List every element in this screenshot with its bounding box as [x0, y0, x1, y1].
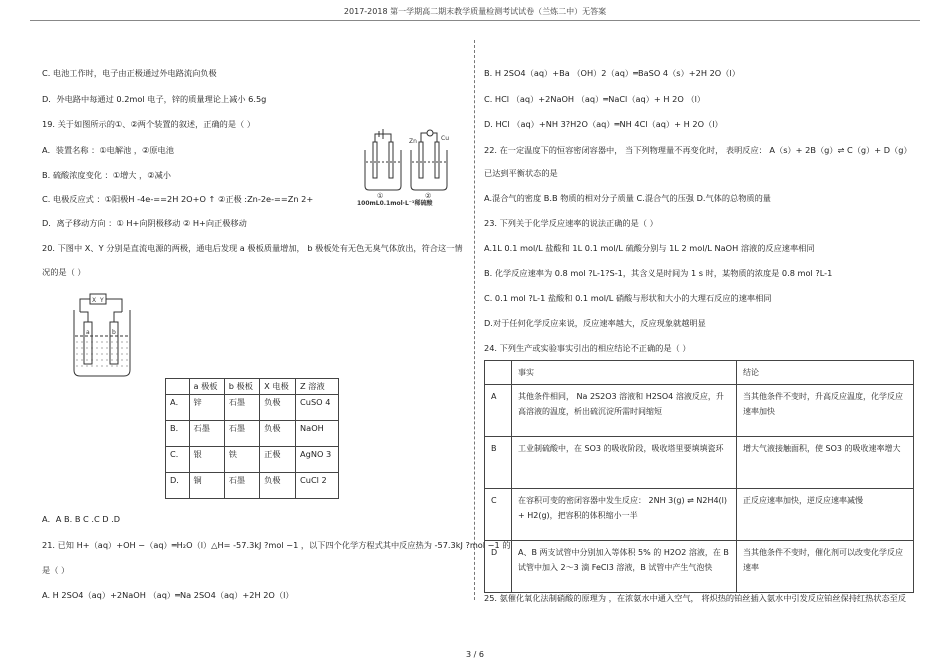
question-23-option-a: A.1L 0.1 mol/L 盐酸和 1L 0.1 mol/L 硫酸分别与 1L 2 mol/L NaOH 溶液的反应速率相同	[484, 243, 815, 253]
question-23-option-c: C. 0.1 mol ?L-1 盐酸和 0.1 mol/L 硝酸与形状和大小的大理石反应的速率相同	[484, 293, 772, 303]
question-25-stem: 25. 氨催化氧化法制硝酸的原理为 ，在浓氨水中通入空气， 将炽热的铂丝插入氨水中引发反应铂丝保持红热状态至反	[484, 593, 907, 603]
column-divider	[474, 40, 475, 600]
cell-2-label: ②	[425, 192, 432, 200]
question-19-option-b: B. 硫酸浓度变化 ：①增大 ，②减小	[42, 170, 171, 180]
question-20-stem: 20. 下图中 X、Y 分别是直流电源的两极，通电后发现 a 极板质量增加， b 极板处有无色无臭气体放出，符合这一情	[42, 243, 463, 253]
question-20-stem-cont: 况的是（ ）	[42, 267, 86, 277]
question-22-options: A.混合气的密度 B.B 物质的相对分子质量 C.混合气的压强 D.气体的总物质的量	[484, 193, 771, 203]
electrolysis-figure	[70, 292, 140, 384]
table-row: D A、B 两支试管中分别加入等体积 5% 的 H2O2 溶液，在 B 试管中加入 2～3 滴 FeCl3 溶液，B 试管中产生气泡快 当其他条件不变时，催化剂可以改变化学反应速率	[485, 541, 914, 593]
table-row: A 其他条件相同， Na 2S2O3 溶液和 H2SO4 溶液反应，升高溶液的温度，析出硫沉淀所需时间缩短 当其他条件不变时，升高反应温度，化学反应速率加快	[485, 385, 914, 437]
table-row: C 在容积可变的密闭容器中发生反应： 2NH 3(g) ⇌ N2H4(l) + H2(g)，把容积的体积缩小一半 正反应速率加快，逆反应速率减慢	[485, 489, 914, 541]
x-terminal-label: X	[92, 297, 97, 304]
electrolysis-cells-figure	[357, 128, 457, 206]
question-22-stem-cont: 已达到平衡状态的是	[484, 168, 558, 178]
question-18-option-d: D．外电路中每通过 0.2mol 电子，锌的质量理论上减小 6.5g	[42, 94, 267, 104]
question-20-table	[165, 378, 339, 499]
question-21-stem-cont: 是（ ）	[42, 565, 70, 575]
question-24-table	[484, 360, 914, 593]
table-row: C． 银 铁 正极 AgNO 3	[166, 447, 339, 473]
figure-caption: 100mL0.1mol·L⁻¹稀硫酸	[357, 200, 433, 206]
header-rule	[30, 20, 920, 21]
question-24-stem: 24. 下列生产或实验事实引出的相应结论不正确的是（ ）	[484, 343, 691, 353]
page-number: 3 / 6	[466, 650, 484, 659]
question-21-option-c: C. HCl （aq）+2NaOH （aq）═NaCl（aq）+ H 2O （l）	[484, 94, 706, 104]
table-row: B． 石墨 石墨 负极 NaOH	[166, 421, 339, 447]
page-header: 2017-2018 第一学期高二期末教学质量检测考试试卷（兰炼二中）无答案	[343, 7, 607, 16]
table-header-row: a 极板 b 极板 X 电极 Z 溶液	[166, 379, 339, 395]
question-19-option-c: C. 电极反应式 ：①阳极H -4e-==2H 2O+O ↑ ②正极 :Zn-2e-==Zn 2+	[42, 194, 314, 204]
plate-b-label: b	[112, 329, 116, 336]
zn-electrode-label: Zn	[409, 138, 417, 145]
cu-electrode-label: Cu	[441, 135, 449, 142]
plate-a-label: a	[86, 329, 90, 336]
question-22-stem: 22. 在一定温度下的恒容密闭容器中， 当下列物理量不再变化时， 表明反应： A（s）+ 2B（g）⇌ C（g）+ D（g）	[484, 145, 912, 155]
question-23-stem: 23. 下列关于化学反应速率的说法正确的是（ ）	[484, 218, 658, 228]
question-20-options: A．A B. B C .C D .D	[42, 514, 121, 524]
table-header-row: 事实 结论	[485, 361, 914, 385]
question-19-option-d: D．离子移动方向 ：① H+向阴极移动 ② H+向正极移动	[42, 218, 247, 228]
question-21-option-a: A. H 2SO4（aq）+2NaOH （aq）═Na 2SO4（aq）+2H 2O（l）	[42, 590, 294, 600]
table-row: D． 铜 石墨 负极 CuCl 2	[166, 473, 339, 499]
question-21-stem: 21. 已知 H+（aq）+OH −（aq）═H₂O（l）△H= -57.3kJ ?mol −1 ，以下四个化学方程式其中反应热为 -57.3kJ ?mol −1 的	[42, 540, 511, 550]
question-23-option-b: B. 化学反应速率为 0.8 mol ?L-1?S-1，其含义是时间为 1 s 时，某物质的浓度是 0.8 mol ?L-1	[484, 268, 833, 278]
question-19-stem: 19. 关于如图所示的①、②两个装置的叙述，正确的是（ ）	[42, 119, 256, 129]
question-23-option-d: D.对于任何化学反应来说，反应速率越大，反应现象就越明显	[484, 318, 706, 328]
question-21-option-d: D. HCl （aq）+NH 3?H2O（aq）═NH 4Cl（aq）+ H 2O（l）	[484, 119, 723, 129]
cell-1-label: ①	[377, 192, 384, 200]
table-row: A． 锌 石墨 负极 CuSO 4	[166, 395, 339, 421]
question-18-option-c: C. 电池工作时，电子由正极通过外电路流向负极	[42, 68, 217, 78]
y-terminal-label: Y	[100, 297, 104, 304]
table-row: B 工业制硫酸中，在 SO3 的吸收阶段，吸收塔里要填填瓷环 增大气液接触面积，使 SO3 的吸收速率增大	[485, 437, 914, 489]
question-21-option-b: B. H 2SO4（aq）+Ba （OH）2（aq）═BaSO 4（s）+2H 2O（l）	[484, 68, 740, 78]
question-19-option-a: A．装置名称 ：①电解池 ，②原电池	[42, 145, 174, 155]
